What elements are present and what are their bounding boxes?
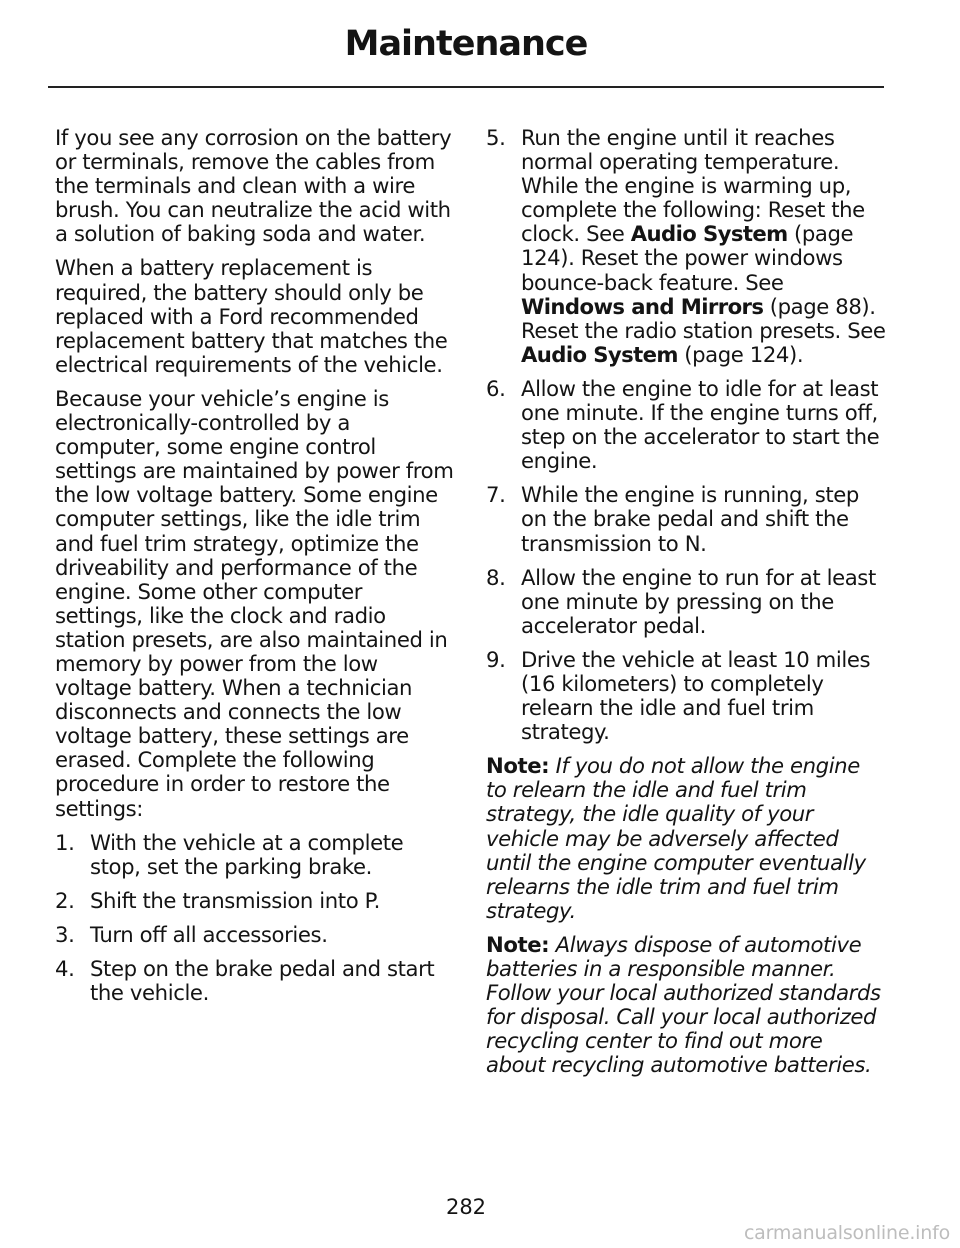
paragraph-corrosion: If you see any corrosion on the battery or terminals, remove the cables from the terminals and clean with a wire brush. You can neutralize the acid with a solution of baking soda and water. [55,125,452,247]
list-item-step-9 [486,648,886,744]
step-number: 5. [486,125,506,150]
paragraph-replacement: When a battery replacement is required, the battery should only be replaced with a Ford recommended replacement battery that matches the electrical requirements of the vehicle. [55,255,448,377]
step-text: Allow the engine to run for at least one minute by pressing on the accelerator pedal. [521,564,876,638]
step-text [521,125,886,367]
list-item-step-2 [55,889,455,913]
list-item-step-1 [55,831,455,879]
step-text: Shift the transmission into P. [90,887,381,913]
step-number: 8. [486,564,506,590]
step-text: Step on the brake pedal and start the vehicle. [90,956,435,1006]
header-divider [48,86,884,88]
step-text: With the vehicle at a complete stop, set the parking brake. [90,829,404,879]
step-text: Allow the engine to idle for at least one minute. If the engine turns off, step on the accelerator to start the engine. [521,375,880,474]
step-text-part: (page 124). [677,341,804,367]
note-label: Note: [486,753,550,779]
step-text-part: Run the engine until it reaches normal operating temperature. While the engine is warming up, complete the following: Reset the clock. See [521,125,865,247]
note-text: Always dispose of automotive batteries in a responsible manner. Follow your local authorized standards for disposal. Call your local authorized recycling center to find out more about recycling automotive batteries. [486,931,881,1078]
step-text: While the engine is running, step on the brake pedal and shift the transmission to N. [521,482,859,556]
list-item-step-5 [486,126,886,367]
list-item-step-6 [486,377,886,473]
list-item-step-3 [55,923,455,947]
step-number: 9. [486,646,506,672]
link-audio-system[interactable]: Audio System [630,221,788,247]
step-number: 7. [486,482,506,508]
list-item-step-8 [486,566,886,638]
paragraph-computer-settings: Because your vehicle’s engine is electronically-controlled by a computer, some engine control settings are maintained by power from the low voltage battery. Some engine computer settings, like the idle trim and fuel trim strategy, optimize the driveability and performance of the engine. Some other computer settings, like the clock and radio station presets, are also maintained in memory by power from the low voltage battery. When a technician disconnects and connects the low voltage battery, these settings are erased. Complete the following procedure in order to restore the settings: [55,385,454,821]
note-text: If you do not allow the engine to relearn the idle and fuel trim strategy, the idle quality of your vehicle may be adversely affected until the engine computer eventually relearns the idle trim and fuel trim strategy. [486,753,866,923]
note-relearn [486,754,886,923]
right-column [486,126,886,1087]
step-text-part: (page 88). Reset the radio station presets. See [521,293,886,343]
page-number: 282 [445,1195,487,1219]
link-audio-system[interactable]: Audio System [521,341,678,367]
note-label: Note: [486,931,550,957]
watermark: carmanualsonline.info [743,1222,950,1244]
link-windows-and-mirrors[interactable]: Windows and Mirrors [521,293,764,319]
list-item-step-7 [486,483,886,555]
note-disposal [486,933,886,1078]
step-number: 4. [55,956,75,981]
step-text: Turn off all accessories. [90,921,328,947]
list-item-step-4 [55,957,455,1005]
left-column [55,126,455,1015]
step-number: 1. [55,829,75,855]
step-number: 3. [55,921,75,947]
page-title: Maintenance [344,24,588,64]
step-text: Drive the vehicle at least 10 miles (16 kilometers) to completely relearn the idle and fuel trim strategy. [521,646,871,745]
step-number: 6. [486,375,506,401]
step-text-part: (page 124). Reset the power windows bounce-back feature. See [521,221,854,295]
step-number: 2. [55,887,75,913]
